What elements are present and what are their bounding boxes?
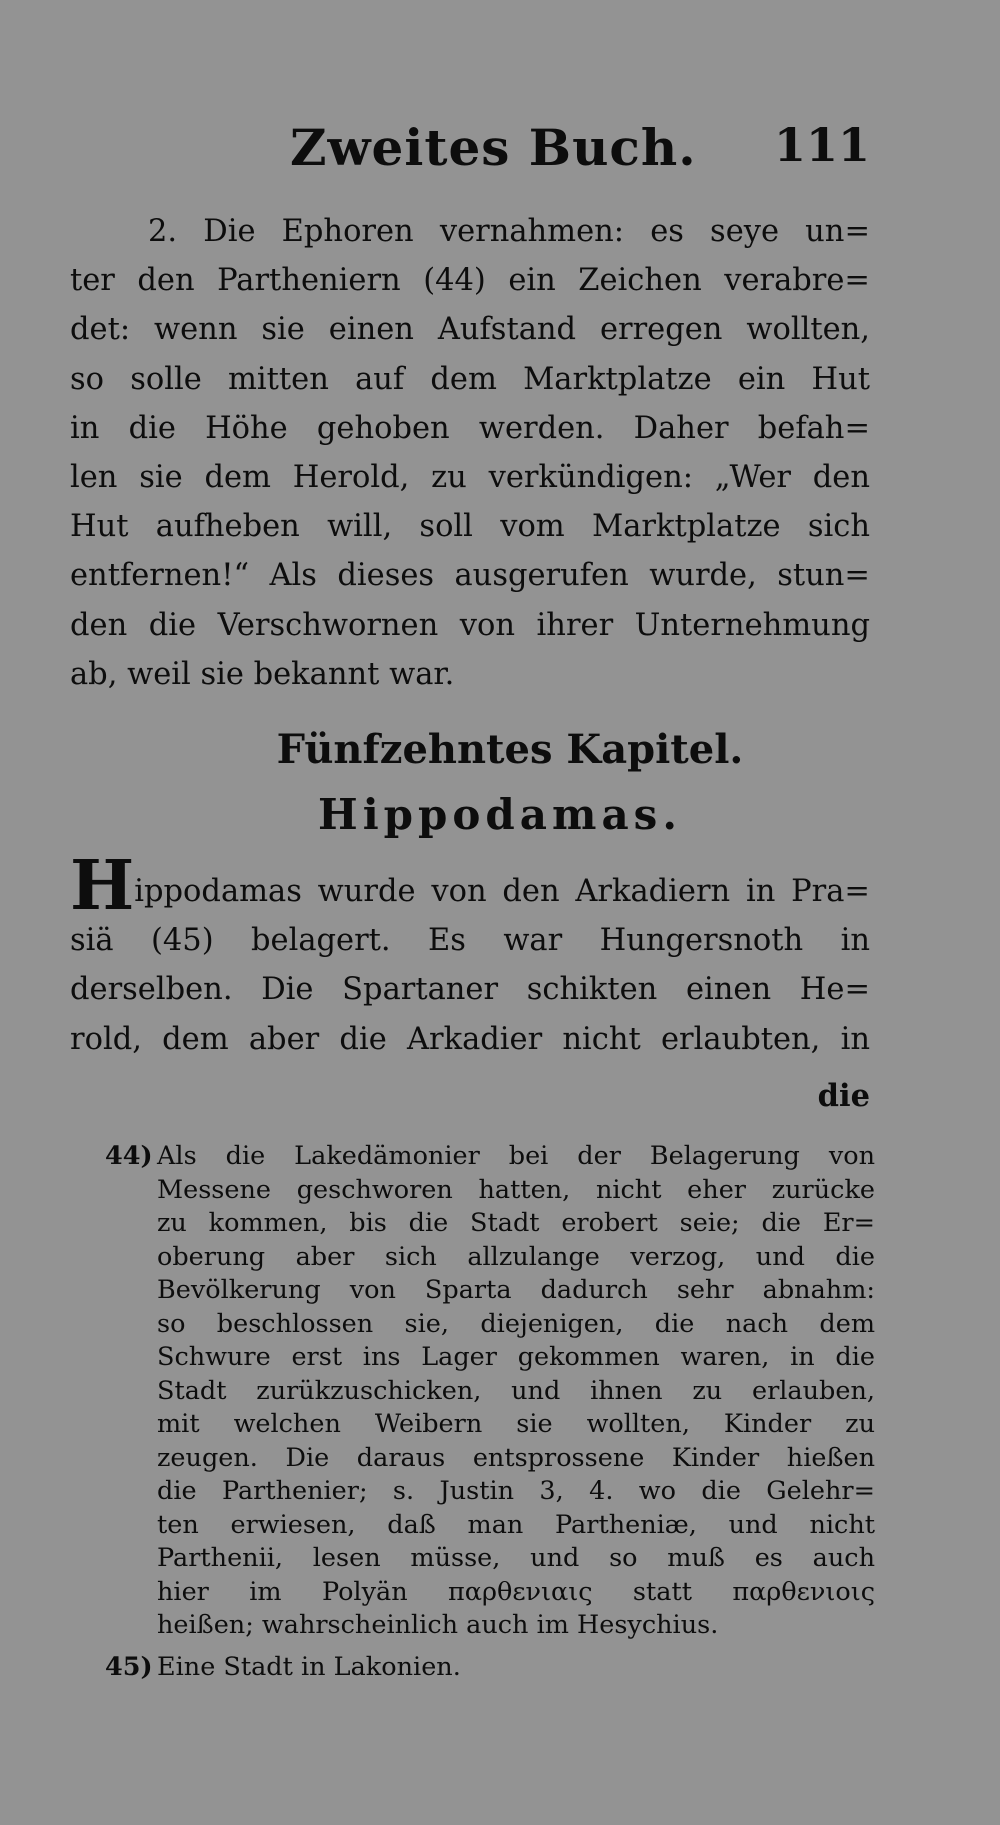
chapter-subtitle: Hippodamas. (318, 790, 682, 839)
page-number: 111 (773, 118, 870, 172)
text-line: ab, weil sie bekannt war. (70, 656, 455, 692)
text-line: in die Höhe gehoben werden. Daher befah= (70, 410, 870, 446)
text-line: rold, dem aber die Arkadier nicht erlaubten, in (70, 1021, 870, 1057)
footnote-line: Schwure erst ins Lager gekommen waren, in die (157, 1342, 875, 1372)
footnote-line: Als die Lakedämonier bei der Belagerung von (157, 1141, 875, 1171)
drop-cap: H (70, 846, 135, 926)
footnote-line: oberung aber sich allzulange verzog, und die (157, 1241, 875, 1272)
footnote-line: Parthenii, lesen müsse, und so muß es auch (157, 1543, 875, 1573)
footnote-line: ten erwiesen, daß man Partheniæ, und nicht (157, 1509, 875, 1540)
section-2-paragraph (70, 207, 870, 699)
running-head: Zweites Buch. (290, 118, 697, 177)
footnote-line: heißen; wahrscheinlich auch im Hesychius. (157, 1610, 719, 1640)
footnote-line: so beschlossen sie, diejenigen, die nach dem (157, 1308, 875, 1339)
footnote-line: zeugen. Die daraus entsprossene Kinder hießen (157, 1442, 875, 1473)
page-header (290, 118, 870, 178)
footnote-line: mit welchen Weibern sie wollten, Kinder zu (157, 1409, 875, 1439)
footnote-marker: 44) (105, 1141, 153, 1171)
footnote-45 (105, 1651, 875, 1685)
hippodamas-paragraph (70, 846, 870, 1064)
footnote-line: Eine Stadt in Lakonien. (157, 1651, 461, 1682)
footnotes (105, 1140, 875, 1684)
chapter-title: Fünfzehntes Kapitel. (276, 726, 744, 773)
text-line: siä (45) belagert. Es war Hungersnoth in (70, 923, 870, 959)
footnote-line: zu kommen, bis die Stadt erobert seie; die Er= (157, 1208, 875, 1238)
text-line: det: wenn sie einen Aufstand erregen wollten, (70, 312, 870, 348)
text-line: 2. Die Ephoren vernahmen: es seye un= (148, 214, 870, 249)
first-line-text: ippodamas wurde von den Arkadiern in Pra= (134, 874, 870, 909)
text-line: entfernen!“ Als dieses ausgerufen wurde, stun= (70, 558, 870, 594)
footnote-marker: 45) (105, 1651, 153, 1682)
text-line: derselben. Die Spartaner schikten einen He= (70, 972, 870, 1008)
footnote-line: Messene geschworen hatten, nicht eher zurücke (157, 1174, 875, 1205)
text-line: den die Verschwornen von ihrer Unternehmung (70, 607, 870, 643)
text-line: so solle mitten auf dem Marktplatze ein Hut (70, 361, 870, 397)
footnote-line: Bevölkerung von Sparta dadurch sehr abnahm: (157, 1275, 875, 1305)
footnote-44 (105, 1140, 875, 1643)
text-line (70, 846, 870, 926)
text-line: Hut aufheben will, soll vom Marktplatze sich (70, 509, 870, 545)
footnote-line: die Parthenier; s. Justin 3, 4. wo die Gelehr= (157, 1476, 875, 1506)
text-line: len sie dem Herold, zu verkündigen: „Wer den (70, 460, 870, 496)
text-line: ter den Partheniern (44) ein Zeichen verabre= (70, 263, 870, 299)
footnote-line: Stadt zurükzuschicken, und ihnen zu erlauben, (157, 1375, 875, 1406)
catchword: die (817, 1078, 870, 1114)
footnote-line: hier im Polyän παρθενιαις statt παρθενιοις (157, 1576, 875, 1607)
